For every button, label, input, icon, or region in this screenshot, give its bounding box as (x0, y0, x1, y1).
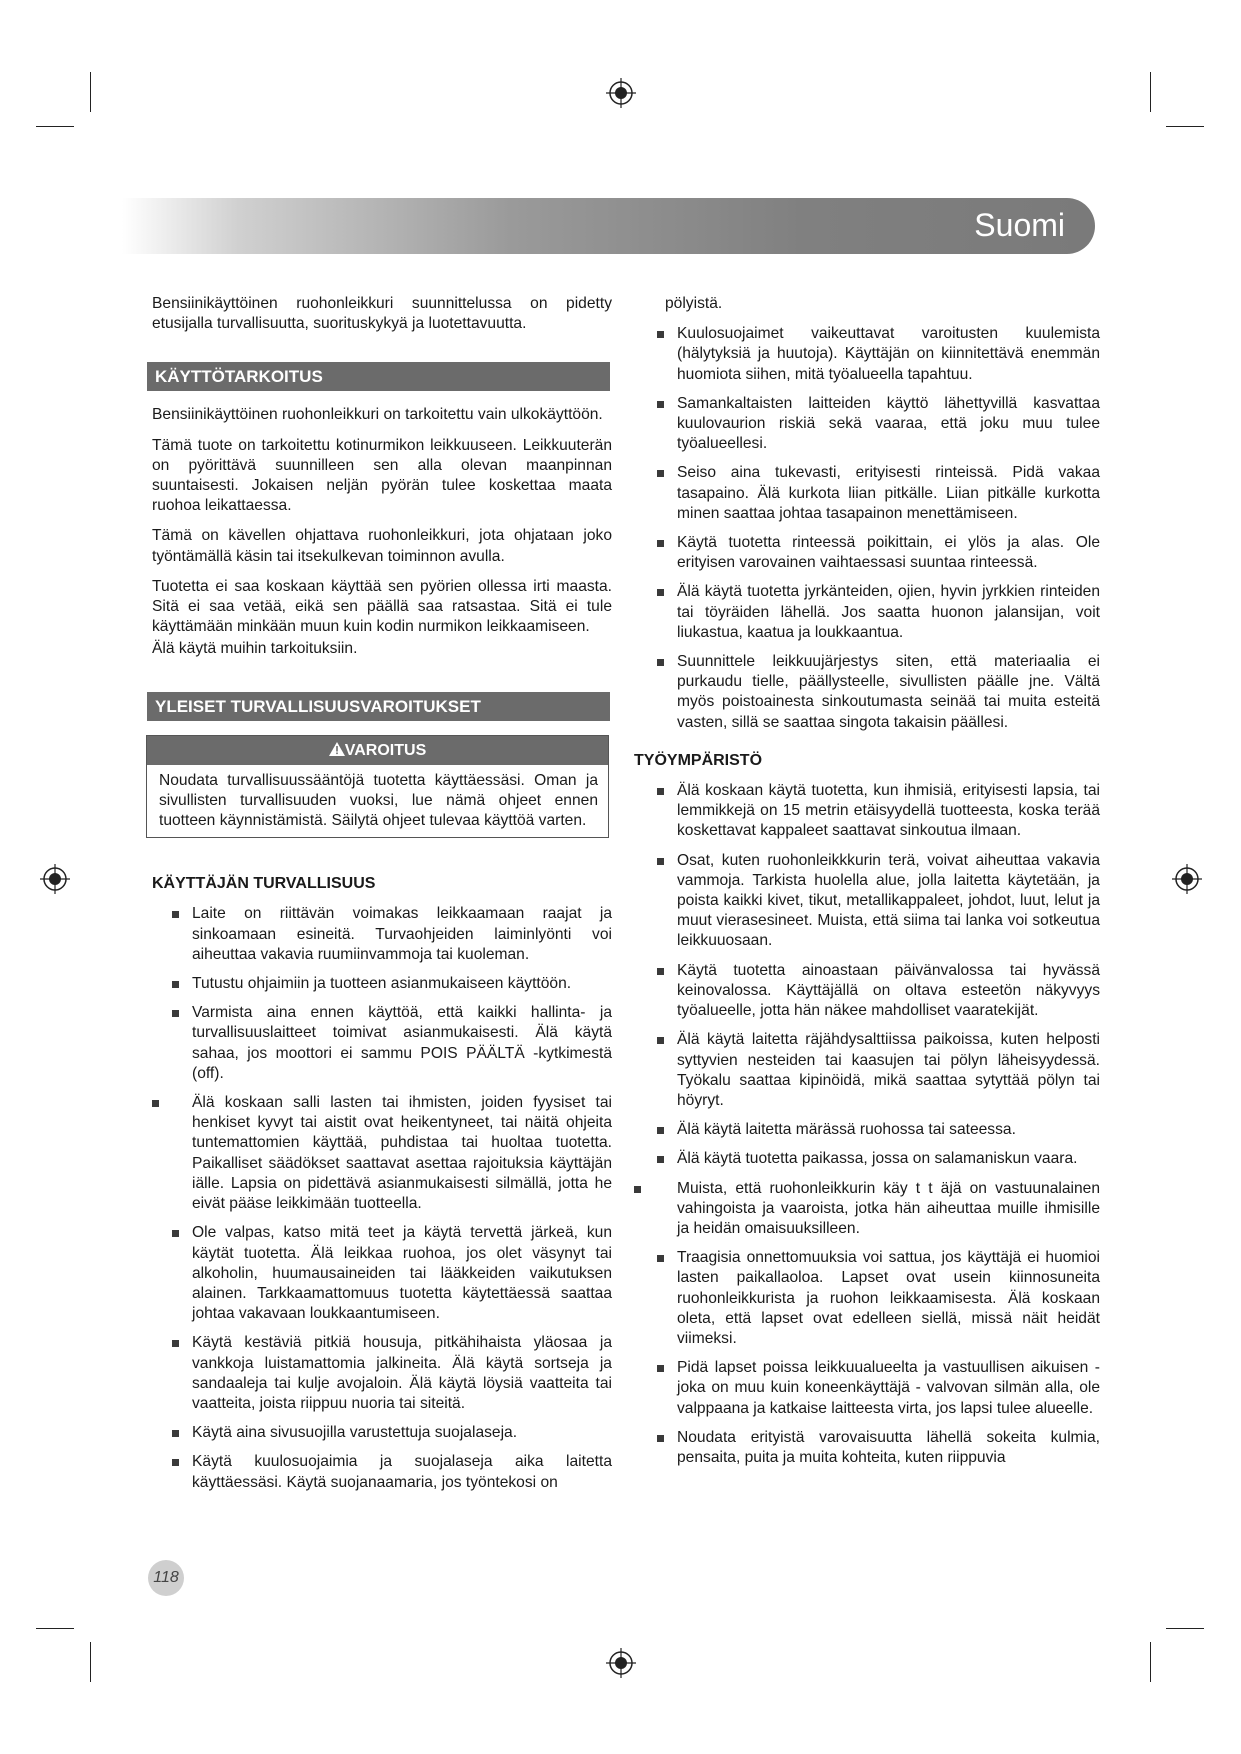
list-item: Älä koskaan käytä tuotetta, kun ihmisiä, erityisesti lapsia, tai lemmikkejä on 15 metrin etäisyydellä tuotteesta, koska terää koskettavat kappaleet saattavat sinkoutua ilmaan. (652, 781, 1100, 842)
left-column (152, 294, 612, 1502)
crop-mark (36, 1628, 74, 1629)
right-safety-list (634, 324, 1100, 733)
section-heading-general-safety: YLEISET TURVALLISUUSVAROITUKSET (147, 692, 610, 721)
registration-mark-icon (1172, 864, 1202, 894)
list-item: Älä käytä tuotetta paikassa, jossa on salamaniskun vaara. (652, 1149, 1100, 1169)
list-item: Käytä kuulosuojaimia ja suojalaseja aika laitetta käyttäessäsi. Käytä suojanaamaria, jos työntekosi on (167, 1452, 612, 1492)
list-item: Noudata erityistä varovaisuutta lähellä sokeita kulmia, pensaita, puita ja muita kohteita, kuten riippuvia (652, 1428, 1100, 1468)
crop-mark (36, 126, 74, 127)
list-item: Suunnittele leikkuujärjestys siten, että materiaalia ei purkaudu tielle, päällysteelle, sivullisten päälle jne. Vältä myös poistoainesta sinkoutumasta seinää tai muita esteitä vasten, sillä se saattaa singota takaisin päällesi. (652, 652, 1100, 733)
purpose-paragraph: Tämä tuote on tarkoitettu kotinurmikon leikkuuseen. Leikkuuterän on pyörittävä suunnilleen sen alla olevan maanpinnan suuntaisesti. Jokaisen neljän pyörän tulee koskettaa maata ruohoa leikattaessa. (152, 436, 612, 515)
work-environment-list (634, 781, 1100, 1468)
subheading-work-environment: TYÖYMPÄRISTÖ (634, 751, 763, 769)
warning-title: VAROITUS (344, 741, 427, 759)
crop-mark (1166, 126, 1204, 127)
registration-mark-icon (606, 78, 636, 108)
crop-mark (90, 72, 91, 112)
list-item: Käytä aina sivusuojilla varustettuja suojalaseja. (167, 1423, 612, 1443)
list-item: Laite on riittävän voimakas leikkaamaan raajat ja sinkoamaan esineitä. Turvaohjeiden laiminlyönti voi aiheuttaa vakavia ruumiinvammoja tai kuoleman. (167, 904, 612, 965)
list-item: Samankaltaisten laitteiden käyttö lähettyvillä kasvattaa kuulovaurion riskiä sekä vaaraa, että joku muu tulee työalueellesi. (652, 394, 1100, 455)
warning-header (147, 736, 608, 765)
list-item: Traagisia onnettomuuksia voi sattua, jos käyttäjä ei huomioi lasten paikallaoloa. Lapset ovat usein kiinnosuneita ruohonleikkurista ja ruohon leikkaamisesta. Älä koskaan oleta, että lapset ovat edelleen siellä, missä näit heidät viimeksi. (652, 1248, 1100, 1349)
warning-box (146, 735, 609, 839)
page-number: 118 (148, 1560, 184, 1596)
list-item: Älä käytä laitetta märässä ruohossa tai sateessa. (652, 1120, 1100, 1140)
list-item: Muista, että ruohonleikkurin käy t t äjä on vastuunalainen vahingoista ja vaaroista, jotka hän aiheuttaa muille ihmisille ja heidän omaisuuksilleen. (634, 1179, 1100, 1240)
section-heading-purpose: KÄYTTÖTARKOITUS (147, 362, 610, 391)
purpose-paragraph: Bensiinikäyttöinen ruohonleikkuri on tarkoitettu vain ulkokäyttöön. (152, 406, 603, 424)
list-item: Tutustu ohjaimiin ja tuotteen asianmukaiseen käyttöön. (167, 974, 612, 994)
registration-mark-icon (40, 864, 70, 894)
right-column (634, 294, 1100, 1477)
intro-text: Bensiinikäyttöinen ruohonleikkuri suunnittelussa on pidetty etusijalla turvallisuutta, suorituskykyä ja luotettavuutta. (152, 295, 612, 333)
purpose-paragraph: Tuotetta ei saa koskaan käyttää sen pyörien ollessa irti maasta. Sitä ei saa vetää, eikä sen päällä saa ratsastaa. Sitä ei tule käyttämään minkään muun kuin kodin nurmikon leikkaamiseen. (152, 577, 612, 636)
crop-mark (1150, 1642, 1151, 1682)
warning-text: Noudata turvallisuussääntöjä tuotetta käyttäessäsi. Oman ja sivullisten turvallisuuden vuoksi, lue nämä ohjeet ennen tuotteen käynnistämistä. Säilytä ohjeet tulevaa käyttöä varten. (159, 771, 598, 830)
list-item: Osat, kuten ruohonleikkkurin terä, voivat aiheuttaa vakavia vammoja. Tarkista huolella alue, jolla laitetta käytetään, ja poista kaikki kivet, tikut, metallikappaleet, johdot, luut, lelut ja muut vierasesineet. Muista, että siima tai lanka voi sotkeutua leikkuuosaan. (652, 851, 1100, 952)
user-safety-list (152, 904, 612, 1492)
list-item: Ole valpas, katso mitä teet ja käytä tervettä järkeä, kun käytät tuotetta. Älä leikkaa ruohoa, jos olet väsynyt tai alkoholin, huumausaineiden tai lääkkeiden vaikutuksen alainen. Tarkkaamattomuus tuotetta käytettäessä saattaa johtaa vakavaan loukkaantumiseen. (167, 1223, 612, 1324)
list-item: Käytä kestäviä pitkiä housuja, pitkähihaista yläosaa ja vankkoja luistamattomia jalkineita. Älä käytä sortseja ja sandaaleja tai kulje avojaloin. Älä käytä löysiä vaatteita tai vaatteita, joista riippuu nuoria tai siteitä. (167, 1333, 612, 1414)
warning-triangle-icon (329, 742, 345, 756)
list-item: Kuulosuojaimet vaikeuttavat varoitusten kuulemista (hälytyksiä ja huutoja). Käyttäjän on kiinnitettävä enemmän huomiota siihen, mitä työalueella tapahtuu. (652, 324, 1100, 385)
list-item: Pidä lapset poissa leikkuualueelta ja vastuullisen aikuisen - joka on muu kuin koneenkäyttäjä - valvovan silmän alla, ole valppaana ja katkaise laitteesta virta, jos lapsi tulee alueelle. (652, 1358, 1100, 1419)
list-item: Älä koskaan salli lasten tai ihmisten, joiden fyysiset tai henkiset kyvyt tai aistit ovat heikentyneet, tai näitä ohjeita tuntemattomien käyttää, puhdistaa tai huoltaa tuotetta. Paikalliset säädökset saattavat asettaa rajoituksia käyttäjän iälle. Lapsia on pidettävä asianmukaisesti silmällä, jotta he eivät pääse leikkimään tuotteella. (152, 1093, 612, 1214)
list-item: Älä käytä tuotetta jyrkänteiden, ojien, hyvin jyrkkien rinteiden tai töyräiden lähellä. Jos saatta huonon jalansijan, voit liukastua, kaatua ja loukkaantua. (652, 582, 1100, 643)
list-item: Seiso aina tukevasti, erityisesti rinteissä. Pidä vakaa tasapaino. Älä kurkota liian pitkälle. Liian pitkälle kurkotta minen saattaa johtaa tasapainon menettämiseen. (652, 463, 1100, 524)
crop-mark (1150, 72, 1151, 112)
list-item: Käytä tuotetta rinteessä poikittain, ei ylös ja alas. Ole erityisen varovainen vaihtaessasi suuntaa rinteessä. (652, 533, 1100, 573)
crop-mark (90, 1642, 91, 1682)
purpose-paragraph: Tämä on kävellen ohjattava ruohonleikkuri, jota ohjataan joko työntämällä käsin tai itsekulkevan toiminnon avulla. (152, 527, 612, 565)
registration-mark-icon (606, 1648, 636, 1678)
language-banner (122, 198, 1095, 254)
list-item: Varmista aina ennen käyttöä, että kaikki hallinta- ja turvallisuuslaitteet toimivat asianmukaisesti. Älä käytä sahaa, jos moottori ei sammu POIS PÄÄLTÄ -kytkimestä (off). (167, 1003, 612, 1084)
subheading-user-safety: KÄYTTÄJÄN TURVALLISUUS (152, 875, 376, 893)
purpose-paragraph: Älä käytä muihin tarkoituksiin. (152, 640, 358, 658)
continuation-text: pölyistä. (665, 295, 723, 312)
crop-mark (1166, 1628, 1204, 1629)
list-item: Käytä tuotetta ainoastaan päivänvalossa tai hyvässä keinovalossa. Käyttäjällä on oltava esteetön näkyvyys työalueelle, jotta hän näkee mahdolliset vaaratekijät. (652, 961, 1100, 1022)
list-item: Älä käytä laitetta räjähdysalttiissa paikoissa, kuten helposti syttyvien nesteiden tai kaasujen tai pölyn läheisyydessä. Työkalu saattaa kipinöidä, mikä saattaa sytyttää pölyn tai höyryt. (652, 1030, 1100, 1111)
language-title: Suomi (974, 207, 1065, 243)
